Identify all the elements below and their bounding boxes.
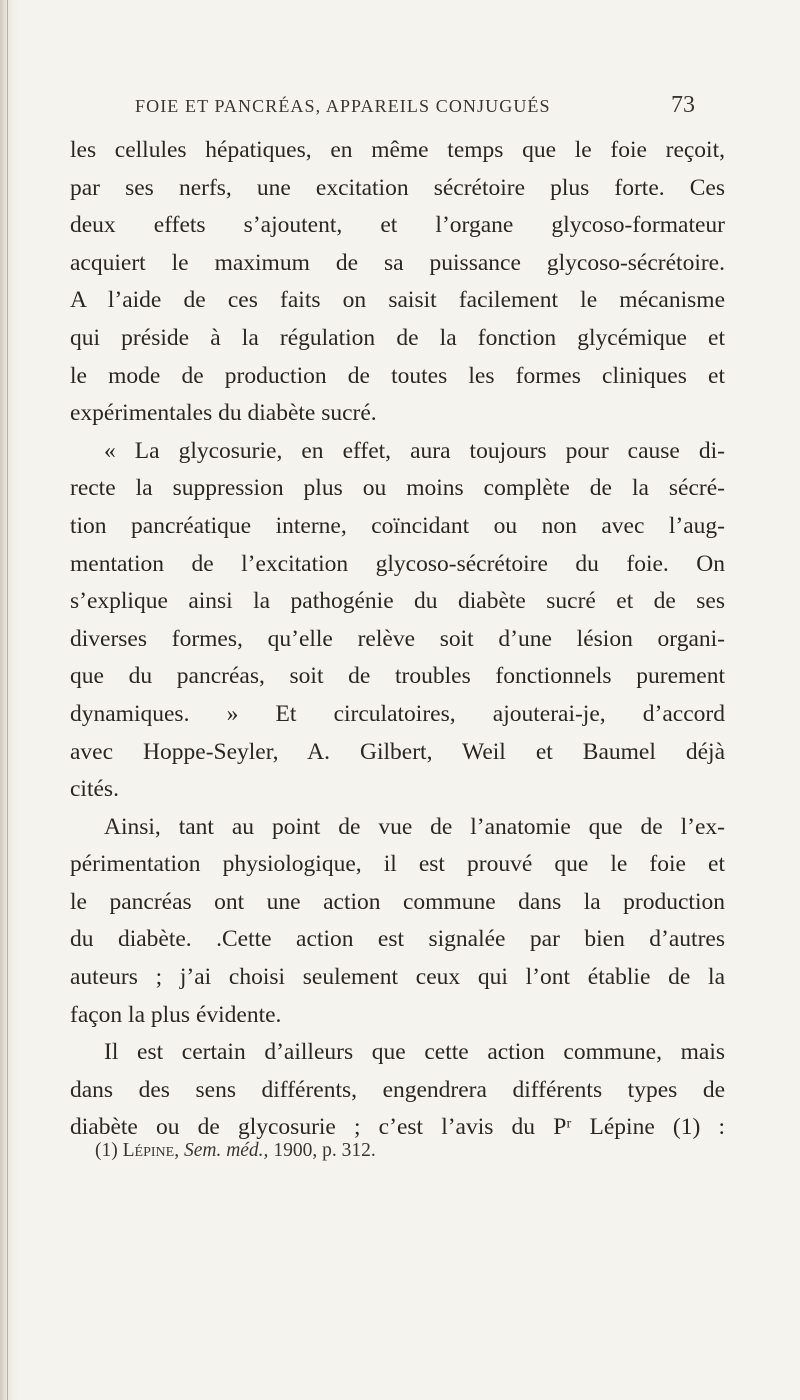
text-line: façon la plus évidente. [70, 1001, 282, 1028]
running-title: FOIE ET PANCRÉAS, APPAREILS CONJUGUÉS [135, 96, 551, 116]
footnote-journal: Sem. méd., [183, 1140, 269, 1161]
text-line: tion pancréatique interne, coïncidant ou non avec l’aug- [70, 512, 725, 539]
text-line: deux effets s’ajoutent, et l’organe glycoso-formateur [70, 212, 725, 239]
text-line: les cellules hépatiques, en même temps que le foie reçoit, [70, 137, 725, 163]
text-line: auteurs ; j’ai choisi seulement ceux qui l’ont établie de la [70, 964, 725, 991]
page-body [70, 132, 725, 1147]
text-line: avec Hoppe-Seyler, A. Gilbert, Weil et Baumel déjà [70, 738, 725, 765]
text-line: qui préside à la régulation de la fonction glycémique et [70, 324, 725, 351]
page-number: 73 [671, 92, 695, 118]
footnote-author: Lépine, [122, 1140, 180, 1161]
page-binding-shadow [0, 0, 20, 1400]
text-line: cités. [70, 776, 119, 803]
text-line: A l’aide de ces faits on saisit facilement le mécanisme [70, 287, 725, 314]
text-line: Il est certain d’ailleurs que cette action commune, mais [104, 1039, 725, 1066]
text-line: diabète ou de glycosurie ; c’est l’avis du Pʳ Lépine (1) : [70, 1114, 725, 1141]
text-line: le mode de production de toutes les formes cliniques et [70, 362, 725, 389]
text-line: dans des sens différents, engendrera différents types de [70, 1076, 725, 1103]
text-line: périmentation physiologique, il est prouvé que le foie et [70, 851, 725, 878]
text-line: mentation de l’excitation glycoso-sécrétoire du foie. On [70, 550, 725, 577]
text-line: acquiert le maximum de sa puissance glycoso-sécrétoire. [70, 249, 725, 276]
footnote-citation: 1900, p. 312. [273, 1140, 376, 1161]
text-line: expérimentales du diabète sucré. [70, 400, 377, 427]
text-line: du diabète. .Cette action est signalée par bien d’autres [70, 926, 725, 953]
text-line: « La glycosurie, en effet, aura toujours pour cause di- [104, 437, 725, 464]
text-line: le pancréas ont une action commune dans la production [70, 888, 725, 915]
text-line: diverses formes, qu’elle relève soit d’une lésion organi- [70, 625, 725, 652]
text-line: Ainsi, tant au point de vue de l’anatomie que de l’ex- [104, 813, 725, 840]
text-line: que du pancréas, soit de troubles fonctionnels purement [70, 663, 725, 690]
footnote [95, 1140, 376, 1162]
text-line: recte la suppression plus ou moins complète de la sécré- [70, 475, 725, 502]
footnote-marker: (1) [95, 1140, 118, 1161]
page-binding-line [7, 0, 8, 1400]
text-line: dynamiques. » Et circulatoires, ajouterai-je, d’accord [70, 700, 725, 727]
running-head [135, 92, 695, 122]
text-line: par ses nerfs, une excitation sécrétoire plus forte. Ces [70, 174, 725, 201]
text-line: s’explique ainsi la pathogénie du diabète sucré et de ses [70, 588, 725, 615]
